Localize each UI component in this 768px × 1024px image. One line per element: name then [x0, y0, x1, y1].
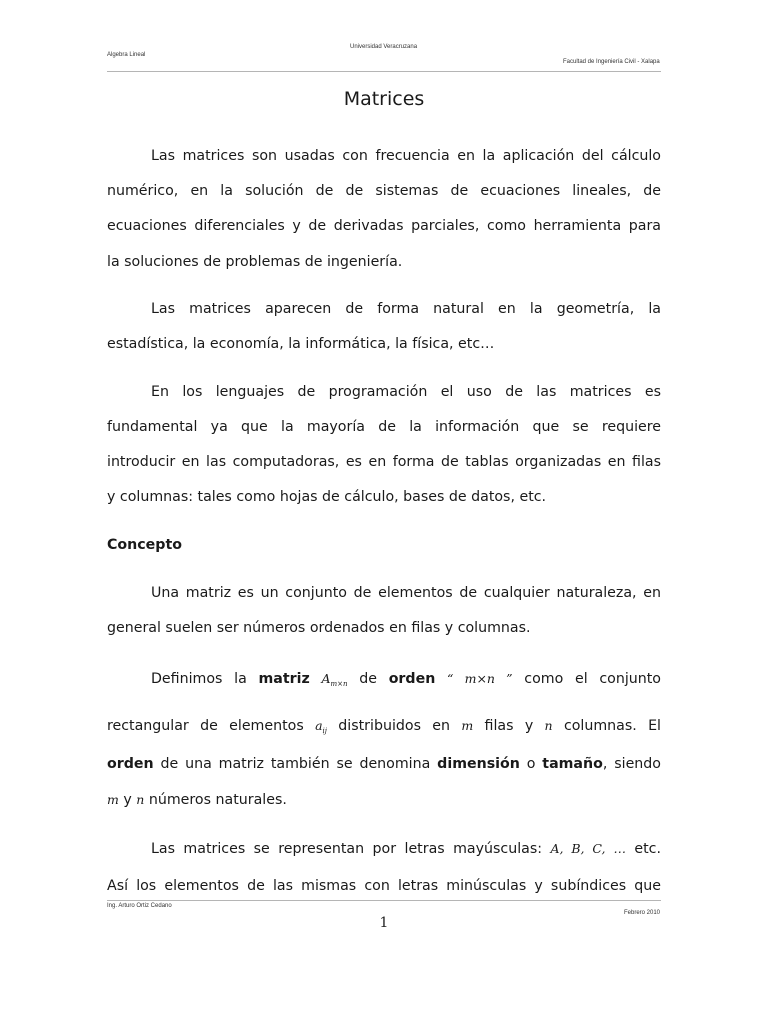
text-span: de una matriz también se denomina [160, 756, 431, 772]
text-span: Definimos la [151, 671, 247, 687]
footer-rule [107, 900, 661, 901]
text-span: o [526, 756, 536, 772]
math-symbol: A [321, 671, 331, 686]
text-line: introducir en las computadoras, es en forma de tablas organizadas en filas [107, 454, 661, 470]
term-orden: orden [388, 671, 436, 687]
header-university: Universidad Veracruzana [350, 44, 418, 50]
text-span: , siendo [602, 756, 661, 772]
term-tamano: tamaño [542, 756, 603, 772]
math-aij [315, 718, 327, 734]
header-faculty: Facultad de Ingeniería Civil - Xalapa [563, 59, 660, 65]
text-line: Así los elementos de las mismas con letras minúsculas y subíndices que [107, 878, 661, 894]
text-line: ecuaciones diferenciales y de derivadas parciales, como herramienta para [107, 218, 661, 234]
text-line: Una matriz es un conjunto de elementos de cualquier naturaleza, en [151, 585, 661, 601]
text-line: Las matrices aparecen de forma natural en la geometría, la [151, 301, 661, 317]
math-n: n [544, 718, 553, 733]
math-m: m [461, 718, 474, 733]
page-number: 1 [379, 915, 389, 931]
text-line: numérico, en la solución de de sistemas de ecuaciones lineales, de [107, 183, 661, 199]
text-line: fundamental ya que la mayoría de la información que se requiere [107, 419, 661, 435]
math-subscript: ij [322, 727, 327, 735]
text-span: filas y [484, 718, 534, 734]
text-line [107, 839, 661, 859]
text-span: etc. [634, 841, 661, 857]
text-span: rectangular de elementos [107, 718, 304, 734]
text-line: estadística, la economía, la informática, la física, etc… [107, 336, 495, 352]
header-rule [107, 71, 661, 72]
text-line: Las matrices son usadas con frecuencia en la aplicación del cálculo [151, 148, 661, 164]
page-title: Matrices [343, 88, 425, 110]
footer-date: Febrero 2010 [624, 910, 661, 916]
footer-author: Ing. Arturo Ortiz Cedano [107, 903, 172, 909]
text-line: la soluciones de problemas de ingeniería. [107, 254, 403, 270]
term-matriz: matriz [258, 671, 310, 687]
term-orden: orden [107, 756, 154, 772]
section-heading: Concepto [107, 537, 182, 553]
math-n: n [136, 792, 145, 807]
text-span: números naturales. [148, 792, 287, 808]
definition-line-3 [107, 754, 661, 774]
text-span: y [123, 792, 132, 808]
text-line: general suelen ser números ordenados en filas y columnas. [107, 620, 531, 636]
text-span: Las matrices se representan por letras mayúsculas: [151, 841, 542, 857]
definition-line-4 [107, 790, 661, 810]
math-symbol: a [315, 718, 323, 733]
term-dimension: dimensión [437, 756, 520, 772]
text-span: distribuidos en [338, 718, 451, 734]
math-abc: A, B, C, … [550, 841, 626, 856]
math-A-mxn [321, 671, 347, 687]
text-span: como el conjunto [524, 671, 661, 687]
math-m: m [107, 792, 119, 807]
definition-line-2 [107, 716, 661, 741]
text-line: En los lenguajes de programación el uso de las matrices es [151, 384, 661, 400]
text-line: y columnas: tales como hojas de cálculo, bases de datos, etc. [107, 489, 547, 505]
text-span: de [359, 671, 377, 687]
definition-line-1 [107, 669, 661, 694]
text-span: columnas. El [563, 718, 661, 734]
math-mxn: “ m×n ” [447, 671, 513, 686]
math-subscript: m×n [330, 680, 348, 688]
header-subject: Algebra Lineal [107, 52, 146, 58]
